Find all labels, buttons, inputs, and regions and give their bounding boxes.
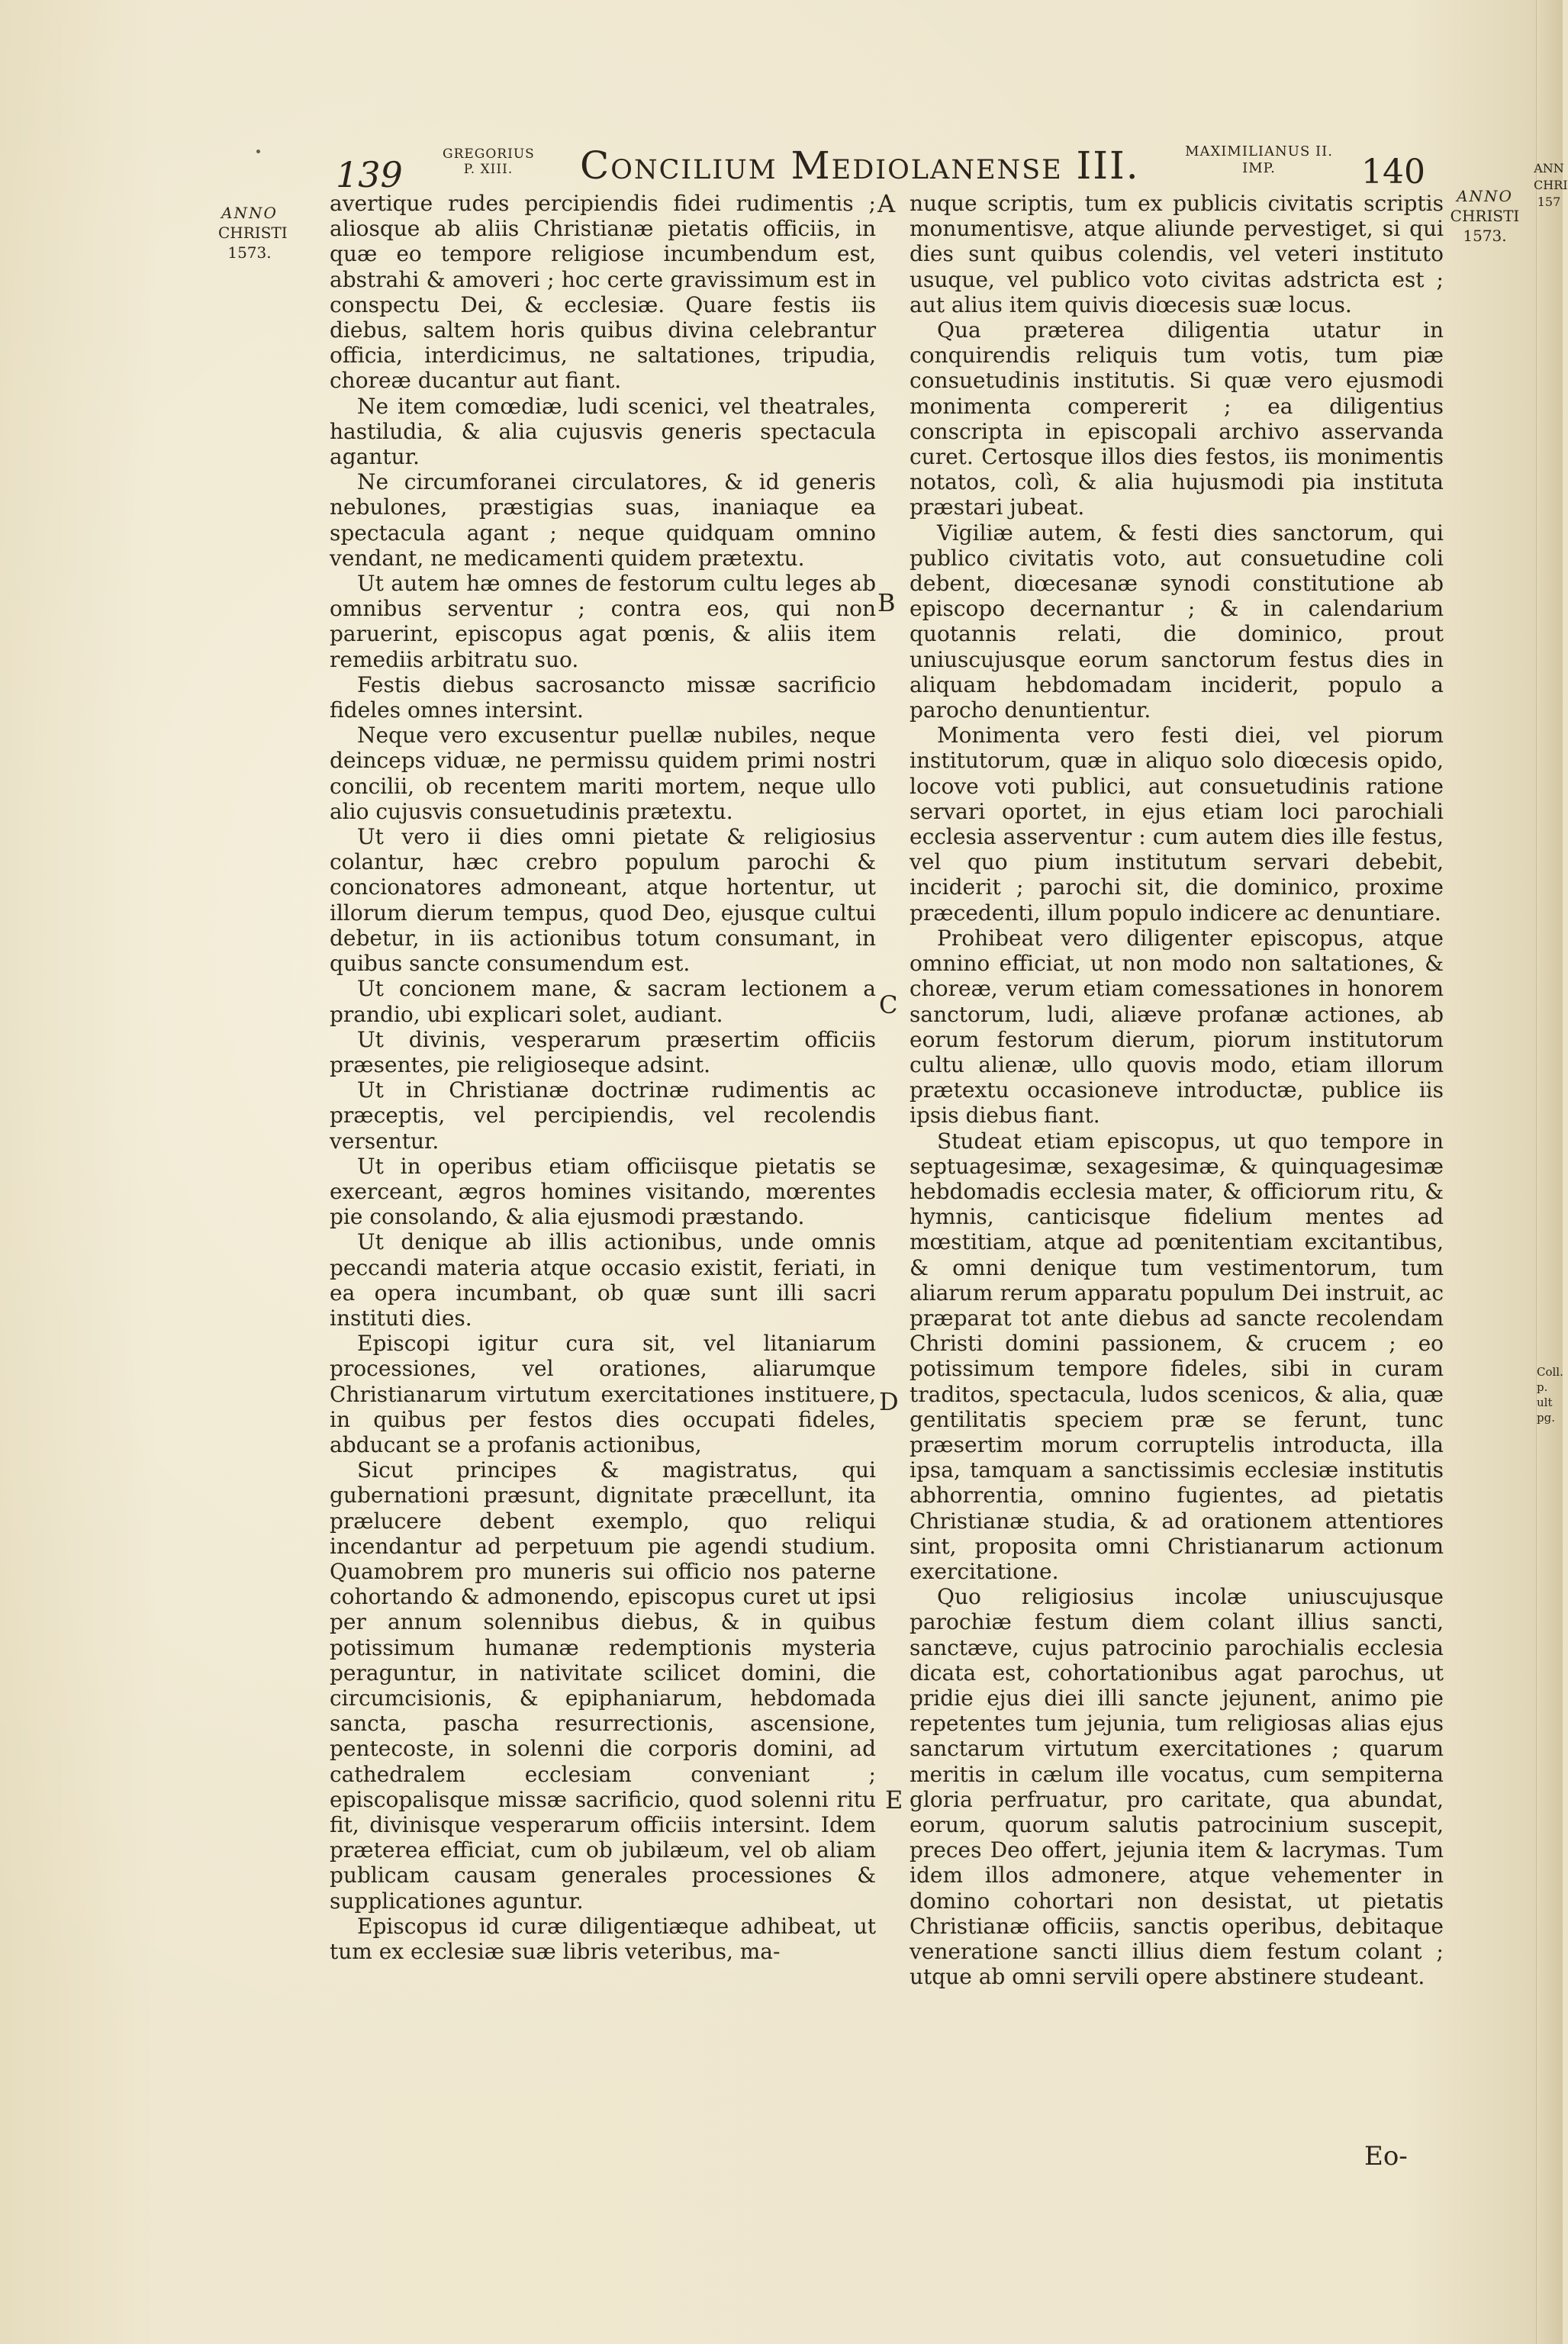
year-note-christi: CHRISTI [218, 224, 288, 242]
paragraph: avertique rudes percipiendis fidei rudimentis ; aliosque ab aliis Christianæ pietatis officiis, in quæ eo tempore religiose incumbendum est, abstrahi & amoveri ; hoc certe gravissimum est in conspectu Dei, & ecclesiæ. Quare festis iis diebus, saltem horis quibus divina celebrantur officia, interdicimus, ne saltationes, tripudia, choreæ ducantur aut fiant. [330, 191, 876, 394]
year-note-year: 1573. [227, 243, 272, 262]
emperor-line-2: IMP. [1242, 160, 1276, 176]
pope-name [443, 146, 534, 177]
column-left [330, 191, 876, 1964]
emperor-line-1: MAXIMILIANUS II. [1185, 143, 1333, 159]
paragraph: Festis diebus sacrosancto missæ sacrificio fideles omnes intersint. [330, 671, 876, 723]
paragraph: Ut autem hæ omnes de festorum cultu leges ab omnibus serventur ; contra eos, qui non paruerint, episcopus agat pœnis, & aliis item remediis arbitratu suo. [330, 571, 876, 672]
pope-line-1: GREGORIUS [443, 146, 535, 162]
paragraph: nuque scriptis, tum ex publicis civitatis scriptis monumentisve, atque aliunde pervestiget, si qui dies sunt quibus colendis, vel veteri instituto usuque, vel publico voto civitas adstricta est ; aut alius item quivis diœcesis suæ locus. [910, 191, 1444, 317]
year-note-fragment: ANN [1534, 161, 1564, 175]
margin-fragment: Coll. [1537, 1365, 1563, 1379]
year-note-anno: ANNO [221, 204, 278, 222]
column-right [910, 191, 1444, 1989]
year-note-christi: CHRISTI [1450, 207, 1520, 225]
paragraph: Ne circumforanei circulatores, & id generis nebulones, præstigias suas, inaniaque ea spectacula agant ; neque quidquam omnino vendant, ne medicamenti quidem prætextu. [330, 469, 876, 571]
paragraph: Sicut principes & magistratus, qui gubernationi præsunt, dignitate præcellunt, ita prælucere debent exemplo, quo reliqui incendantur ad perpetuum pie agendi studium. Quamobrem pro muneris sui officio nos paterne cohortando & admonendo, episcopus curet ut ipsi per annum solennibus diebus, & in quibus potissimum humanæ redemptionis mysteria peraguntur, in nativitate scilicet domini, die circumcisionis, & epiphaniarum, hebdomada sancta, pascha resurrectionis, ascensione, pentecoste, in solenni die corporis domini, ad cathedralem ecclesiam conveniant ; episcopalisque missæ sacrificio, quod solenni ritu fit, divinisque vesperarum officiis intersint. Idem præterea efficiat, cum ob jubilæum, vel ob aliam publicam causam generales processiones & supplicationes aguntur. [330, 1457, 876, 1914]
paragraph: Ut in operibus etiam officiisque pietatis se exerceant, ægros homines visitando, mœrentes pie consolando, & alia ejusmodi præstando. [330, 1153, 876, 1230]
paragraph: Neque vero excusentur puellæ nubiles, neque deinceps viduæ, ne permissu quidem primi nostri concilii, ob recentem mariti mortem, neque ullo alio cujusvis consuetudinis prætextu. [330, 723, 876, 824]
paragraph: Ut vero ii dies omni pietate & religiosius colantur, hæc crebro populum parochi & concionatores admoneant, atque hortentur, ut illorum dierum tempus, quod Deo, ejusque cultui debetur, in iis actionibus totum consumant, in quibus sancte consumendum est. [330, 824, 876, 977]
pope-line-2: P. XIII. [463, 162, 514, 177]
paragraph: Quo religiosius incolæ uniuscujusque parochiæ festum diem colant illius sancti, sanctæve, cujus patrocinio parochialis ecclesia dicata est, cohortationibus agat parochus, ut pridie ejus diei illi sancte jejunent, animo pie repetentes tum jejunia, tum religiosas alias ejus sanctarum virtutum exercitationes ; quarum meritis in cælum ille vocatus, cum sempiterna gloria perfruatur, pro caritate, qua abundat, eorum, quorum salutis patrocinium suscepit, preces Deo offert, jejunia item & lacrymas. Tum idem illos admonere, atque vehementer in domino cohortari non desistat, ut pietatis Christianæ officiis, sanctis operibus, debitaque veneratione sancti illius diem festum colant ; utque ab omni servili opere abstinere studeant. [910, 1584, 1444, 1990]
paragraph: Prohibeat vero diligenter episcopus, atque omnino efficiat, ut non modo non saltationes, & choreæ, verum etiam comessationes in honorem sanctorum, ludi, aliæve profanæ actiones, ab eorum festorum dierum, piorum institutorum cultu alienæ, ullo quovis modo, etiam illorum prætextu occasioneve introductæ, publice iis ipsis diebus fiant. [910, 925, 1444, 1129]
margin-fragment: p. ult [1537, 1380, 1553, 1409]
paragraph: Episcopi igitur cura sit, vel litaniarum processiones, vel orationes, aliarumque Christianarum virtutum exercitationes instituere, in quibus per festos dies occupati fideles, abducant se a profanis actionibus, [330, 1331, 876, 1457]
catchword: Eo- [1364, 2141, 1408, 2172]
year-note-anno: ANNO [1457, 187, 1513, 205]
year-note-fragment: CHRI [1534, 178, 1568, 192]
paragraph: Qua præterea diligentia utatur in conquirendis reliquis tum votis, tum piæ consuetudinis institutis. Si quæ vero ejusmodi monimenta compererit ; ea diligentius conscripta in episcopali archivo asservanda curet. Certosque illos dies festos, iis monimentis notatos, colì, & alia hujusmodi pia instituta præstari jubeat. [910, 317, 1444, 520]
year-note-next-page [1534, 160, 1568, 211]
year-note-fragment: 157 [1537, 195, 1561, 209]
paragraph: Vigiliæ autem, & festi dies sanctorum, qui publico civitatis voto, aut consuetudine coli debent, diœcesanæ synodi constitutione ab episcopo decernantur ; & in calendarium quotannis relati, die dominico, prout uniuscujusque eorum sanctorum festus dies in aliquam hebdomadam inciderit, populo a parocho denuntientur. [910, 520, 1444, 723]
paragraph: Ut concionem mane, & sacram lectionem a prandio, ubi explicari solet, audiant. [330, 976, 876, 1027]
next-page-edge [1534, 0, 1568, 2344]
next-page-margin-note [1537, 1364, 1563, 1425]
section-letter-e: E [885, 1785, 903, 1814]
section-letter-a: A [877, 189, 896, 218]
running-header [0, 136, 1568, 197]
year-note-left [218, 203, 288, 262]
paragraph: Monimenta vero festi diei, vel piorum institutorum, quæ in aliquo solo diœcesis opido, locove voti publici, aut consuetudinis ratione servari oportet, in ejus etiam loci parochiali ecclesia asserventur : cum autem dies ille festus, vel quo pium institutum servari debebit, inciderit ; parochi sit, die dominico, proxime præcedenti, illum populo indicere ac denuntiare. [910, 723, 1444, 926]
year-note-right [1450, 186, 1520, 246]
paragraph: Episcopus id curæ diligentiæque adhibeat, ut tum ex ecclesiæ suæ libris veteribus, ma- [330, 1913, 876, 1965]
page-number-left: 139 [336, 154, 403, 195]
emperor-name [1175, 143, 1343, 177]
section-letter-d: D [879, 1387, 899, 1416]
paragraph: Ne item comœdiæ, ludi scenici, vel theatrales, hastiludia, & alia cujusvis generis spectacula agantur. [330, 393, 876, 470]
paragraph: Ut in Christianæ doctrinæ rudimentis ac præceptis, vel percipiendis, vel recolendis versentur. [330, 1077, 876, 1154]
margin-fragment: pg. [1537, 1411, 1555, 1425]
section-letter-b: B [877, 588, 896, 617]
running-title: Concilium Mediolanense III. [580, 143, 1140, 188]
paragraph: Ut denique ab illis actionibus, unde omnis peccandi materia atque occasio existit, feriati, in ea opera incumbant, ob quæ sunt illi sacri instituti dies. [330, 1229, 876, 1331]
page-number-right: 140 [1361, 153, 1425, 192]
year-note-year: 1573. [1463, 227, 1507, 245]
paragraph: Studeat etiam episcopus, ut quo tempore in septuagesimæ, sexagesimæ, & quinquagesimæ hebdomadis ecclesia mater, & officiorum ritu, & hymnis, canticisque fidelium mentes ad mœstitiam, atque ad pœnitentiam excitantibus, & omni denique tum vestimentorum, tum aliarum rerum apparatu populum Dei instruit, ac præparat tot ante diebus ad sancte recolendam Christi domini passionem, & crucem ; eo potissimum tempore fideles, sibi in curam traditos, spectacula, ludos scenicos, & alia, quæ gentilitatis speciem præ se ferunt, tunc præsertim morum corruptelis introducta, illa ipsa, tamquam a sanctissimis ecclesiæ institutis abhorrentia, omnino fugientes, ad pietatis Christianæ studia, & ad orationem attentiores sint, proposita omni Christianarum actionum exercitatione. [910, 1128, 1444, 1584]
section-letter-c: C [879, 990, 898, 1019]
paragraph: Ut divinis, vesperarum præsertim officiis præsentes, pie religioseque adsint. [330, 1026, 876, 1077]
